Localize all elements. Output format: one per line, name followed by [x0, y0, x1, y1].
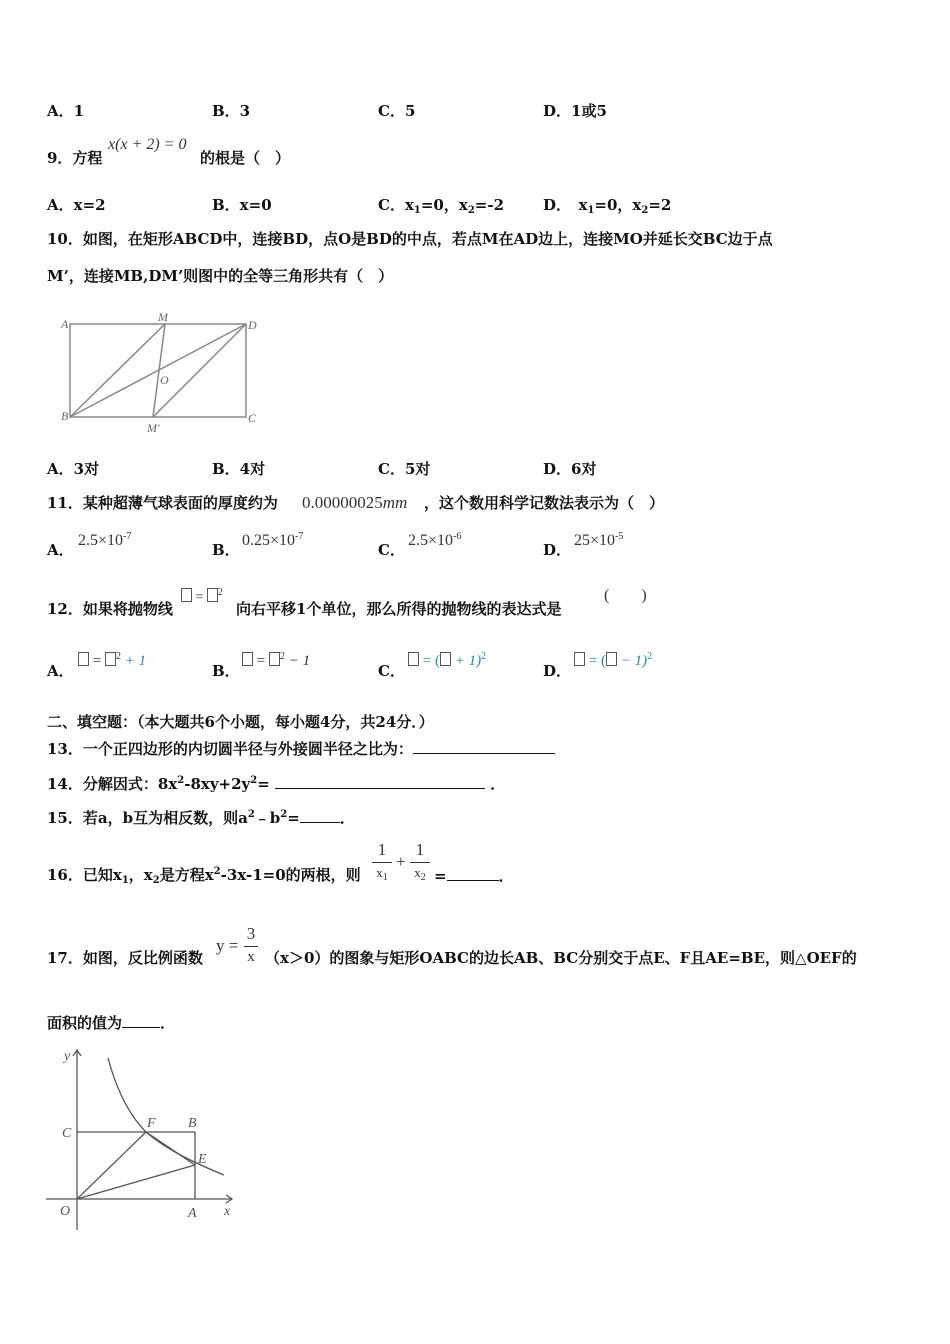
section-2-heading: 二、填空题：（本大题共6个小题，每小题4分，共24分．）: [47, 713, 434, 731]
q16-answer: = ．: [434, 867, 514, 885]
q17-fraction: 3 x: [244, 924, 258, 966]
q11-option-d: $25\times 10^{-5}$: [574, 531, 624, 549]
q11-suffix: ，这个数用科学记数法表示为（ ）: [424, 494, 665, 512]
q10-option-d: D．6对: [543, 460, 597, 478]
segment-mb: [70, 324, 165, 417]
q16-fraction-2: 1 $x_2$: [410, 840, 430, 883]
segment-dm2: [153, 324, 246, 417]
segment-mm2: [153, 324, 165, 417]
q12-option-d: = ( − 1)$^2$: [574, 652, 652, 669]
q12-option-c-label: C．: [378, 662, 405, 680]
label-b: B: [61, 409, 69, 423]
q10-line2: M’，连接MB,DM’则图中的全等三角形共有（ ）: [47, 267, 394, 285]
q12-option-b: = $^2$ − 1: [242, 652, 310, 669]
q9-option-c: C．$x_1=0$，$x_2=-2$: [378, 196, 505, 216]
q11-option-b-label: B．: [212, 541, 240, 559]
diagonal-bd: [70, 324, 246, 417]
q12-option-a: = $^2$ + 1: [78, 652, 146, 669]
q9-suffix: 的根是（ ）: [200, 149, 291, 167]
q11-value: 0.00000025mm: [302, 493, 408, 512]
q16-blank[interactable]: [447, 867, 499, 881]
q12-suffix: 向右平移1个单位，那么所得的抛物线的表达式是: [236, 600, 562, 618]
label-d: D: [248, 318, 257, 332]
q13: 13．一个正四边形的内切圆半径与外接圆半径之比为：: [47, 740, 555, 757]
q11-option-c: $2.5\times 10^{-6}$: [408, 531, 462, 549]
label-x: x: [224, 1204, 231, 1219]
label-c: C: [248, 411, 257, 425]
label-o: O: [160, 373, 169, 387]
q10-option-b: B．4对: [212, 460, 266, 478]
q15-blank[interactable]: [300, 809, 340, 823]
q11-option-b: $0.25\times 10^{-7}$: [242, 531, 304, 549]
q9-option-b: B．x=0: [212, 196, 272, 214]
q16-text: 16．已知$x_1$，$x_2$是方程$x^2-3x-1=0$的两根，则: [47, 866, 361, 886]
label-a: A: [188, 1206, 197, 1221]
q17-prefix: 17．如图，反比例函数: [47, 949, 203, 967]
q9-option-d: D． $x_1=0$，$x_2=2$: [543, 196, 672, 216]
q16-plus: +: [396, 852, 406, 871]
q11-option-c-label: C．: [378, 541, 405, 559]
q12-parabola: = $^2$: [181, 588, 223, 605]
q8-option-c: C．5: [378, 102, 416, 120]
q10-line1: 10．如图，在矩形ABCD中，连接BD，点O是BD的中点，若点M在AD边上，连接MO并延长交BC边于点: [47, 230, 773, 248]
label-m: M: [158, 310, 168, 324]
q14: 14．分解因式：$8x^2-8xy+2y^2=$ ．: [47, 775, 506, 793]
label-y: y: [64, 1049, 71, 1064]
q11-option-a: $2.5\times 10^{-7}$: [78, 531, 132, 549]
q12-option-c: = ( + 1)$^2$: [408, 652, 486, 669]
hyperbola-curve: [108, 1058, 224, 1175]
q12-prefix: 12．如果将抛物线: [47, 600, 173, 618]
q12-option-b-label: B．: [212, 662, 240, 680]
q8-option-d: D．1或5: [543, 102, 607, 120]
q9-prefix: 9．方程: [47, 149, 103, 167]
label-o: O: [60, 1204, 71, 1219]
q9-equation: x(x + 2) = 0: [108, 136, 187, 153]
q10-option-c: C．5对: [378, 460, 431, 478]
q11-option-a-label: A．: [47, 541, 74, 559]
q8-option-b: B．3: [212, 102, 251, 120]
q12-option-a-label: A．: [47, 662, 74, 680]
q13-blank[interactable]: [413, 740, 555, 754]
label-b: B: [188, 1116, 197, 1131]
q17-blank[interactable]: [122, 1014, 160, 1028]
q11-prefix: 11．某种超薄气球表面的厚度约为: [47, 494, 278, 512]
q8-option-a: A．1: [47, 102, 85, 120]
label-f: F: [147, 1116, 156, 1131]
label-e: E: [198, 1152, 207, 1167]
q10-rectangle-figure: [55, 310, 270, 440]
q16-fraction-1: 1 $x_1$: [372, 840, 392, 883]
label-c: C: [62, 1126, 72, 1141]
q14-blank[interactable]: [275, 775, 485, 789]
q9-option-a: A．x=2: [47, 196, 106, 214]
q12-option-d-label: D．: [543, 662, 572, 680]
q17-y-equals: y =: [216, 936, 239, 955]
q17-suffix: （x＞0）的图象与矩形OABC的边长AB、BC分别交于点E、F且AE=BE，则△OEF的: [265, 949, 857, 967]
q17-coordinate-figure: [40, 1040, 250, 1240]
q12-bracket: ( ): [604, 587, 647, 604]
segment-fe: [146, 1132, 195, 1165]
label-m-prime: M': [147, 421, 160, 435]
q10-option-a: A．3对: [47, 460, 100, 478]
q15: 15．若a，b互为相反数，则$a^2﹣b^2=$ ．: [47, 809, 355, 827]
q11-option-d-label: D．: [543, 541, 572, 559]
q17-line2: 面积的值为 ．: [47, 1014, 176, 1032]
label-a: A: [61, 317, 69, 331]
